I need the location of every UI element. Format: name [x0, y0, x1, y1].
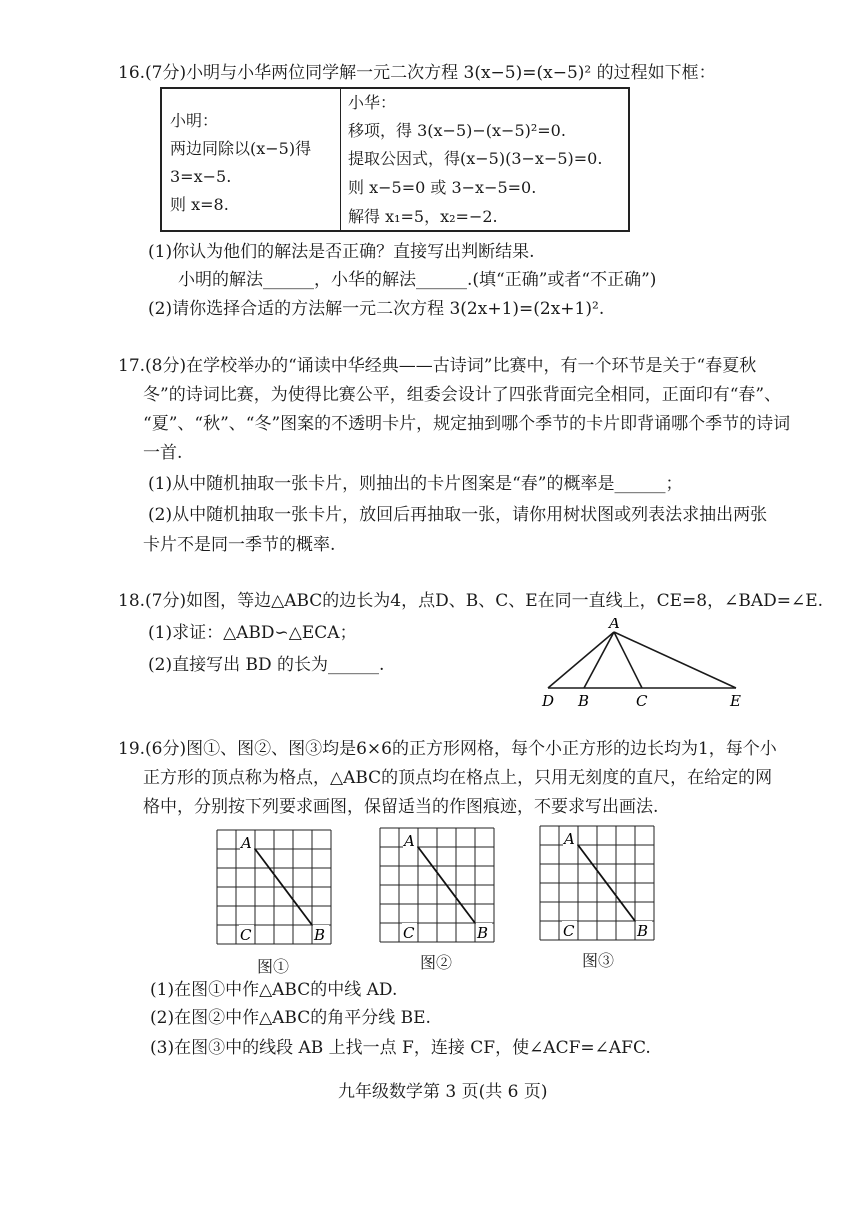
grid3-label-b: B [637, 922, 649, 940]
page-footer: 九年级数学第 3 页(共 6 页) [338, 1082, 548, 1102]
xiaoming-line-1: 小明： [170, 111, 219, 130]
table-divider [340, 89, 341, 230]
xiaohua-line-5: 解得 x₁=5，x₂=−2. [348, 207, 498, 226]
label-d: D [542, 692, 555, 710]
xiaoming-line-3: 3=x−5. [170, 167, 232, 186]
q18-part2: (2)直接写出 BD 的长为______. [148, 655, 385, 675]
q17-stem-3: “夏”、“秋”、“冬”图案的不透明卡片，规定抽到哪个季节的卡片即背诵哪个季节的诗词 [143, 414, 791, 434]
q19-part2: (2)在图②中作△ABC的角平分线 BE. [150, 1008, 431, 1028]
q17-part2-b: 卡片不是同一季节的概率. [143, 535, 336, 555]
grid1-label-c: C [240, 926, 252, 944]
xiaoming-line-4: 则 x=8. [170, 195, 229, 214]
caption-fig-3: 图③ [582, 951, 615, 970]
xiaohua-line-4: 则 x−5=0 或 3−x−5=0. [348, 178, 537, 197]
q16-part1: (1)你认为他们的解法是否正确？直接写出判断结果. [148, 242, 535, 262]
caption-fig-2: 图② [420, 953, 453, 972]
segment-ae [614, 632, 736, 688]
label-b: B [578, 692, 590, 710]
q17-stem-1: 17.(8分)在学校举办的“诵读中华经典——古诗词”比赛中，有一个环节是关于“春夏秋 [118, 356, 757, 376]
grid1-label-a: A [241, 834, 252, 852]
q19-stem-2: 正方形的顶点称为格点，△ABC的顶点均在格点上，只用无刻度的直尺，在给定的网 [143, 768, 773, 788]
xiaohua-line-1: 小华： [348, 93, 397, 112]
xiaoming-line-2: 两边同除以(x−5)得 [170, 139, 312, 158]
q19-stem-1: 19.(6分)图①、图②、图③均是6×6的正方形网格，每个小正方形的边长均为1，每个小 [118, 739, 777, 759]
grid1-label-b: B [314, 926, 326, 944]
label-e: E [730, 692, 741, 710]
segment-ab [584, 632, 614, 688]
grid2-label-a: A [404, 832, 415, 850]
q17-stem-4: 一首. [143, 443, 183, 463]
q19-part1: (1)在图①中作△ABC的中线 AD. [150, 980, 398, 1000]
q19-part3: (3)在图③中的线段 AB 上找一点 F，连接 CF，使∠ACF=∠AFC. [150, 1038, 651, 1058]
segment-ad [548, 632, 614, 688]
caption-fig-1: 图① [257, 957, 290, 976]
q16-part2: (2)请你选择合适的方法解一元二次方程 3(2x+1)=(2x+1)². [148, 299, 605, 319]
segment-ac [614, 632, 642, 688]
q17-part2-a: (2)从中随机抽取一张卡片，放回后再抽取一张，请你用树状图或列表法求抽出两张 [148, 505, 768, 525]
solution-table [160, 87, 630, 232]
grid-figure-1 [215, 828, 333, 946]
q17-part1: (1)从中随机抽取一张卡片，则抽出的卡片图案是“春”的概率是______； [148, 474, 683, 494]
grid-figure-2 [378, 826, 496, 944]
triangle-figure [530, 618, 755, 710]
q16-stem: 16.(7分)小明与小华两位同学解一元二次方程 3(x−5)=(x−5)² 的过程如下框： [118, 63, 716, 83]
xiaohua-line-3: 提取公因式，得(x−5)(3−x−5)=0. [348, 149, 603, 168]
label-a: A [609, 618, 620, 632]
grid2-label-c: C [403, 924, 415, 942]
grid-figure-3 [538, 824, 656, 942]
q18-stem: 18.(7分)如图，等边△ABC的边长为4，点D、B、C、E在同一直线上，CE=8，∠BAD=∠E. [118, 591, 824, 611]
grid3-label-c: C [563, 922, 575, 940]
q19-stem-3: 格中，分别按下列要求画图，保留适当的作图痕迹，不要求写出画法. [143, 797, 659, 817]
grid3-label-a: A [564, 830, 575, 848]
xiaohua-line-2: 移项，得 3(x−5)−(x−5)²=0. [348, 121, 566, 140]
q16-part1-fill: 小明的解法______，小华的解法______.(填“正确”或者“不正确”) [178, 270, 657, 290]
label-c: C [636, 692, 648, 710]
q17-stem-2: 冬”的诗词比赛，为使得比赛公平，组委会设计了四张背面完全相同，正面印有“春”、 [143, 385, 782, 405]
grid2-label-b: B [477, 924, 489, 942]
q18-part1: (1)求证：△ABD∽△ECA； [148, 623, 357, 643]
